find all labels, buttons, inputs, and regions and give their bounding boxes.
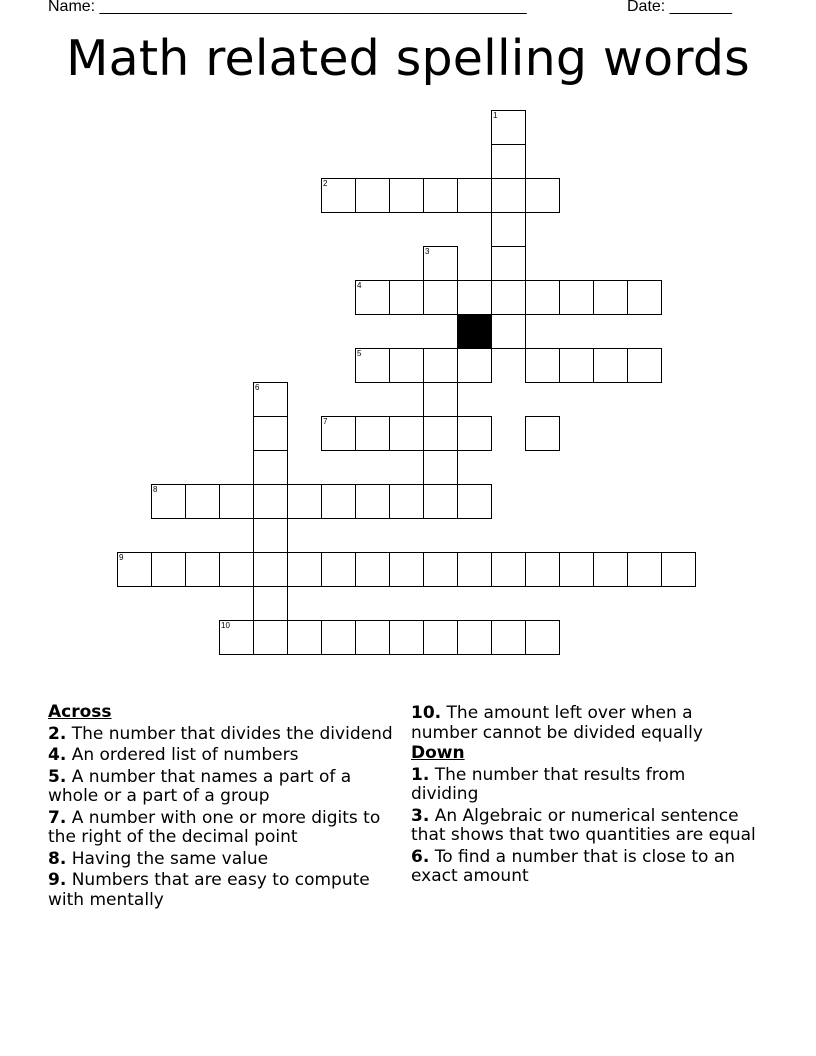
clue-across-8	[48, 850, 393, 870]
clue-number: 6.	[411, 846, 430, 867]
crossword-cell[interactable]	[457, 178, 492, 213]
clue-across-2	[48, 725, 393, 745]
crossword-cell[interactable]	[593, 348, 628, 383]
clue-number: 5.	[48, 766, 67, 787]
crossword-cell[interactable]	[423, 484, 458, 519]
clue-across-10	[411, 704, 756, 743]
crossword-cell[interactable]	[287, 620, 322, 655]
crossword-cell[interactable]	[321, 552, 356, 587]
crossword-cell[interactable]	[627, 348, 662, 383]
crossword-cell[interactable]	[457, 552, 492, 587]
crossword-cell[interactable]	[491, 212, 526, 247]
crossword-cell[interactable]	[389, 348, 424, 383]
crossword-cell[interactable]	[423, 348, 458, 383]
cell-number: 9	[119, 553, 124, 562]
crossword-cell[interactable]	[253, 518, 288, 553]
crossword-cell[interactable]	[593, 552, 628, 587]
crossword-cell[interactable]	[491, 552, 526, 587]
date-field-label: Date: _______	[627, 0, 732, 15]
clue-number: 9.	[48, 870, 67, 890]
crossword-cell[interactable]	[457, 620, 492, 655]
crossword-cell[interactable]	[491, 246, 526, 281]
crossword-cell[interactable]	[355, 348, 390, 383]
clue-number: 10.	[411, 703, 442, 723]
crossword-cell[interactable]	[593, 280, 628, 315]
crossword-cell[interactable]	[219, 620, 254, 655]
crossword-cell[interactable]	[457, 280, 492, 315]
crossword-cell[interactable]	[389, 178, 424, 213]
crossword-cell[interactable]	[185, 484, 220, 519]
crossword-cell[interactable]	[491, 144, 526, 179]
crossword-cell[interactable]	[253, 416, 288, 451]
crossword-cell[interactable]	[355, 280, 390, 315]
crossword-cell[interactable]	[253, 586, 288, 621]
crossword-cell[interactable]	[559, 348, 594, 383]
clue-across-9	[48, 871, 393, 910]
crossword-cell[interactable]	[355, 178, 390, 213]
crossword-cell[interactable]	[525, 620, 560, 655]
crossword-cell[interactable]	[151, 552, 186, 587]
crossword-cell[interactable]	[321, 416, 356, 451]
crossword-cell[interactable]	[457, 416, 492, 451]
clue-number: 1.	[411, 764, 430, 785]
crossword-cell[interactable]	[661, 552, 696, 587]
crossword-cell[interactable]	[389, 620, 424, 655]
clue-number: 2.	[48, 723, 67, 744]
cell-number: 10	[221, 621, 230, 630]
cell-number: 5	[357, 349, 362, 358]
crossword-cell[interactable]	[423, 280, 458, 315]
crossword-cell[interactable]	[423, 552, 458, 587]
clue-number: 4.	[48, 745, 67, 765]
crossword-cell[interactable]	[151, 484, 186, 519]
clue-text: A number with one or more digits to the right of the decimal point	[48, 807, 381, 847]
crossword-cell[interactable]	[457, 484, 492, 519]
crossword-cell[interactable]	[525, 416, 560, 451]
crossword-cell[interactable]	[423, 416, 458, 451]
crossword-cell[interactable]	[355, 552, 390, 587]
crossword-cell[interactable]	[559, 552, 594, 587]
crossword-cell[interactable]	[627, 280, 662, 315]
cell-number: 2	[323, 179, 328, 188]
clue-text: Having the same value	[71, 848, 269, 869]
crossword-cell[interactable]	[423, 450, 458, 485]
crossword-cell[interactable]	[389, 484, 424, 519]
crossword-cell[interactable]	[491, 314, 526, 349]
crossword-cell[interactable]	[219, 484, 254, 519]
crossword-cell[interactable]	[253, 552, 288, 587]
crossword-cell[interactable]	[355, 484, 390, 519]
clue-across-7	[48, 809, 393, 848]
crossword-cell[interactable]	[321, 178, 356, 213]
crossword-cell[interactable]	[117, 552, 152, 587]
crossword-cell[interactable]	[355, 416, 390, 451]
crossword-cell[interactable]	[423, 178, 458, 213]
crossword-cell[interactable]	[491, 620, 526, 655]
black-cell	[457, 314, 492, 349]
crossword-cell[interactable]	[253, 484, 288, 519]
crossword-cell[interactable]	[627, 552, 662, 587]
clue-down-6	[411, 848, 756, 887]
page-title: Math related spelling words	[66, 30, 750, 87]
clue-down-1	[411, 766, 756, 805]
crossword-cell[interactable]	[355, 620, 390, 655]
name-field-label: Name: ________________________________________________	[48, 0, 527, 15]
clue-number: 8.	[48, 848, 67, 869]
cell-number: 3	[425, 247, 430, 256]
crossword-cell[interactable]	[389, 552, 424, 587]
down-heading: Down	[411, 743, 465, 763]
clues-column-left	[48, 702, 393, 910]
clue-text: To find a number that is close to an exact amount	[411, 846, 736, 886]
crossword-cell[interactable]	[321, 620, 356, 655]
crossword-cell[interactable]	[185, 552, 220, 587]
clue-down-3	[411, 807, 756, 846]
clue-across-5	[48, 768, 393, 807]
crossword-cell[interactable]	[287, 552, 322, 587]
crossword-cell[interactable]	[491, 110, 526, 145]
crossword-cell[interactable]	[525, 552, 560, 587]
clue-text: An ordered list of numbers	[71, 745, 299, 765]
crossword-cell[interactable]	[219, 552, 254, 587]
crossword-cell[interactable]	[253, 382, 288, 417]
crossword-cell[interactable]	[525, 178, 560, 213]
clue-across-4	[48, 746, 393, 766]
crossword-cell[interactable]	[321, 484, 356, 519]
crossword-cell[interactable]	[423, 620, 458, 655]
crossword-cell[interactable]	[287, 484, 322, 519]
crossword-cell[interactable]	[559, 280, 594, 315]
clue-number: 3.	[411, 805, 430, 826]
clue-text: The number that divides the dividend	[71, 723, 393, 744]
cell-number: 8	[153, 485, 158, 494]
crossword-cell[interactable]	[253, 450, 288, 485]
crossword-cell[interactable]	[525, 280, 560, 315]
crossword-cell[interactable]	[389, 416, 424, 451]
crossword-cell[interactable]	[423, 246, 458, 281]
crossword-cell[interactable]	[389, 280, 424, 315]
crossword-cell[interactable]	[423, 382, 458, 417]
cell-number: 6	[255, 383, 260, 392]
clues-column-right	[411, 702, 756, 887]
cell-number: 1	[493, 111, 498, 120]
crossword-cell[interactable]	[457, 348, 492, 383]
clue-text: An Algebraic or numerical sentence that shows that two quantities are equal	[411, 805, 756, 845]
clue-text: A number that names a part of a whole or a part of a group	[48, 766, 352, 806]
crossword-cell[interactable]	[491, 280, 526, 315]
crossword-cell[interactable]	[525, 348, 560, 383]
clue-text: The number that results from dividing	[411, 764, 686, 804]
across-heading: Across	[48, 702, 112, 722]
crossword-cell[interactable]	[253, 620, 288, 655]
clue-text: Numbers that are easy to compute with mentally	[48, 870, 370, 910]
cell-number: 4	[357, 281, 362, 290]
cell-number: 7	[323, 417, 328, 426]
clue-number: 7.	[48, 807, 67, 828]
crossword-cell[interactable]	[491, 178, 526, 213]
clue-text: The amount left over when a number cannot be divided equally	[411, 703, 703, 743]
